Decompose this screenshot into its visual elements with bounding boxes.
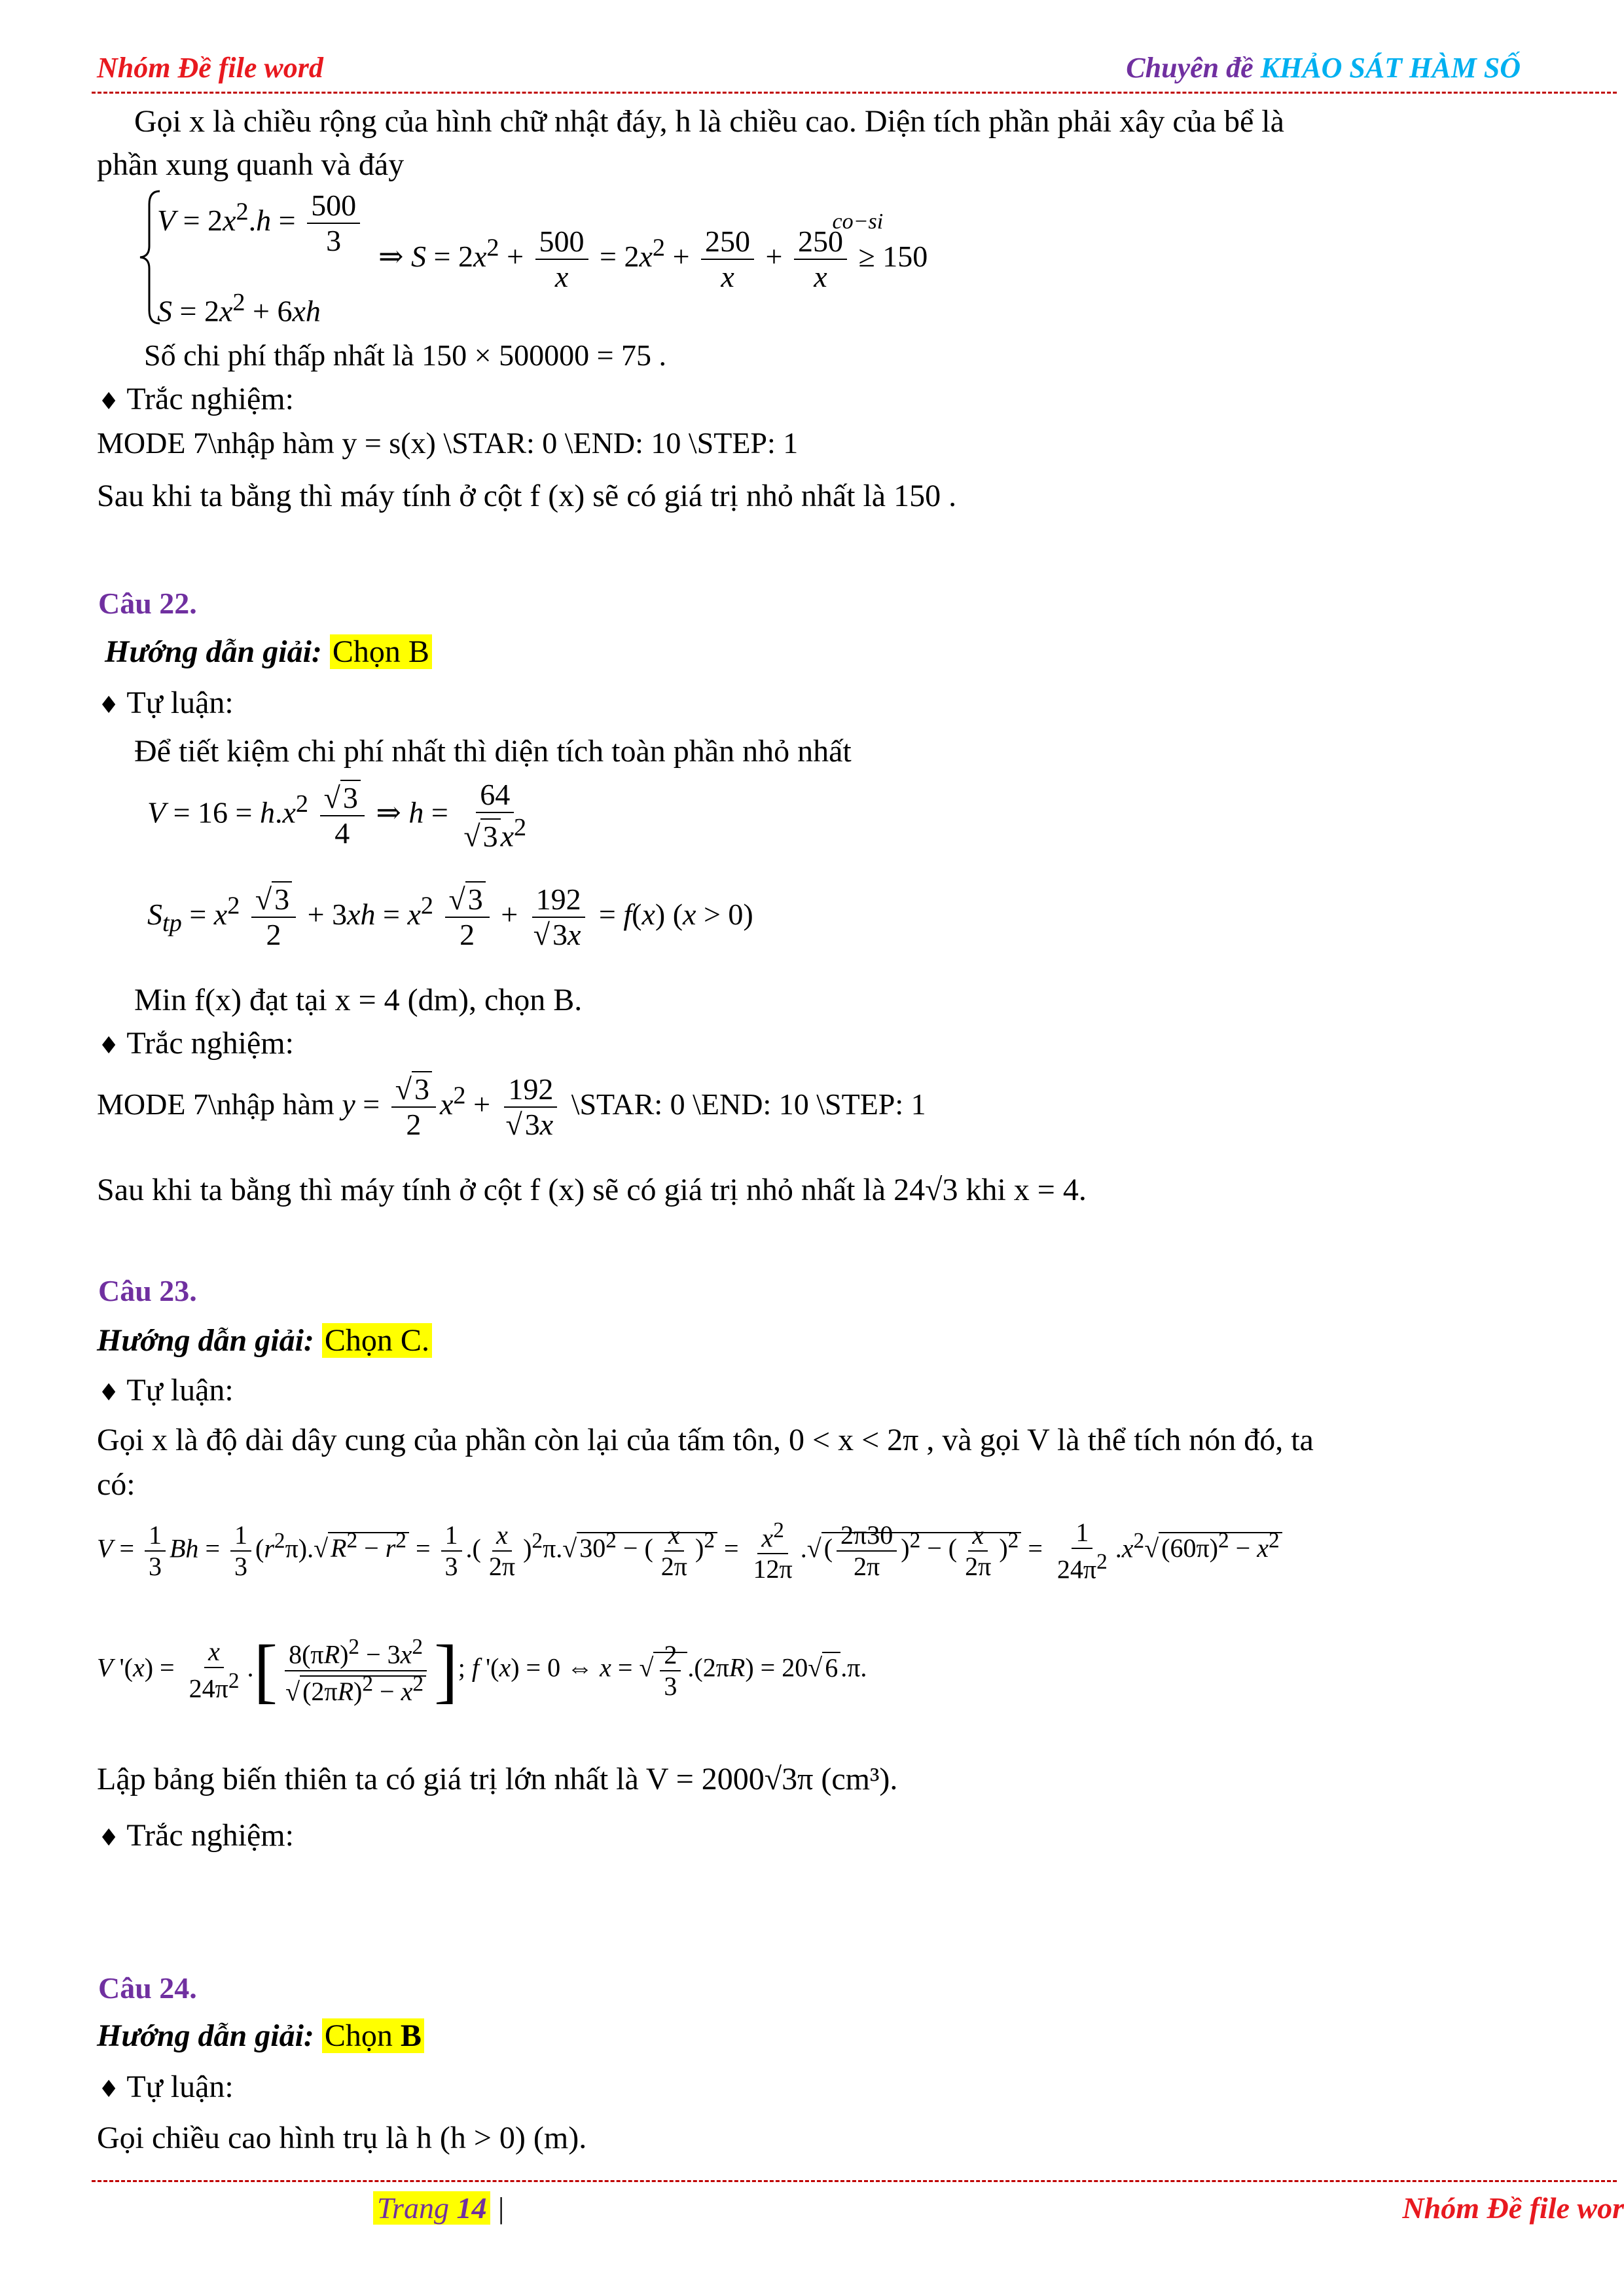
q22-result-line: Sau khi ta bằng thì máy tính ở cột f (x) sẽ có giá trị nhỏ nhất là 24√3 khi x = 4. [97, 1173, 1087, 1207]
q24-text-1: Gọi chiều cao hình trụ là h (h > 0) (m). [97, 2121, 587, 2155]
intro-result-line: Sau khi ta bằng thì máy tính ở cột f (x) sẽ có giá trị nhỏ nhất là 150 . [97, 479, 957, 513]
header-group-name: Nhóm Đề file word [97, 52, 323, 84]
intro-mode-line: MODE 7\nhập hàm y = s(x) \STAR: 0 \END: 10 \STEP: 1 [97, 426, 799, 460]
intro-line-2: phần xung quanh và đáy [97, 147, 405, 182]
q24-guide [97, 2018, 424, 2054]
header-topic-name: KHẢO SÁT HÀM SỐ [1260, 52, 1521, 84]
q24-answer [322, 2018, 424, 2053]
diamond-bullet-icon: ♦ [98, 1032, 120, 1059]
diamond-bullet-icon: ♦ [98, 1825, 120, 1851]
footer-page [373, 2191, 504, 2225]
q22-mode-prefix: MODE 7\nhập hàm [97, 1087, 334, 1121]
q23-text-1: Gọi x là độ dài dây cung của phần còn lại của tấm tôn, 0 < x < 2π , và gọi V là thể tích nón đó, ta [97, 1423, 1314, 1457]
intro-mc-label: Trắc nghiệm: [126, 382, 294, 416]
q22-answer: Chọn B [330, 634, 432, 669]
header-divider [92, 92, 1617, 94]
q22-tl [98, 685, 234, 721]
q22-mc-label: Trắc nghiệm: [126, 1026, 294, 1061]
q24-answer-prefix: Chọn [324, 2018, 393, 2053]
footer-page-number: 14 [456, 2191, 487, 2225]
diamond-bullet-icon: ♦ [98, 388, 120, 415]
q24-answer-letter: B [400, 2018, 422, 2053]
q23-mc-label: Trắc nghiệm: [126, 1818, 294, 1853]
q23-title: Câu 23. [98, 1274, 197, 1307]
diamond-bullet-icon: ♦ [98, 2076, 120, 2103]
q24-tl [98, 2069, 234, 2105]
footer-page-label: Trang 14 [373, 2191, 490, 2225]
equation-area-expansion: ⇒ $S = 2x^2$ + $\frac{500}{x}$ = $2x^2$ + $\frac{250}{x}$ + $\frac{250}{x}$ ≥ co−si 150 [378, 209, 928, 294]
q23-table-line: Lập bảng biến thiên ta có giá trị lớn nhất là V = 2000√3π (cm³). [97, 1762, 898, 1796]
diamond-bullet-icon: ♦ [98, 692, 120, 719]
q22-mode-line: MODE 7\nhập hàm y = $\frac{√3}{2}$ $x^2$ + $\frac{192}{√3x}$ \STAR: 0 \END: 10 \STEP: 1 [97, 1072, 926, 1142]
diamond-bullet-icon: ♦ [98, 1379, 120, 1406]
q22-guide [105, 634, 432, 670]
q23-guide-label: Hướng dẫn giải: [97, 1323, 314, 1358]
q23-tl [98, 1372, 234, 1408]
header-topic [1126, 51, 1521, 84]
q22-mc [98, 1025, 294, 1061]
intro-line-1: Gọi x là chiều rộng của hình chữ nhật đáy, h là chiều cao. Diện tích phần phải xây của bể là [134, 104, 1284, 139]
q23-equation-volume: V = $\frac{1}{3}$ Bh = $\frac{1}{3}$ $(r^2\pi).√$ $R^2 - r^2$ = $\frac{1}{3}$ .( $\frac{x}{2\pi}$ )$^2$π.√ $30^2$ − ( $\frac{x}{2\pi}$ )$^2$ = $\frac{x^2}{12\pi}$ .√ ( $\frac{2\pi 30}{2\pi}$ )$^2$ − ( $\frac{x}{2\pi}$ )$^2$ = $\frac{1}{24\pi^2}$ $.x^2√$ $(60\pi)^2 - x^2$ [97, 1519, 1282, 1583]
q23-guide [97, 1322, 432, 1358]
cost-line: Số chi phí thấp nhất là 150 × 500000 = 75 . [144, 338, 667, 372]
footer-divider [92, 2180, 1617, 2182]
q22-guide-label: Hướng dẫn giải: [105, 634, 322, 669]
q23-tl-label: Tự luận: [126, 1373, 234, 1408]
intro-mc [98, 381, 294, 417]
footer-group-name: Nhóm Đề file wor [1402, 2191, 1624, 2225]
q22-mode-suffix: \STAR: 0 \END: 10 \STEP: 1 [571, 1087, 926, 1121]
q22-text-1: Để tiết kiệm chi phí nhất thì diện tích toàn phần nhỏ nhất [134, 734, 852, 769]
header-topic-prefix: Chuyên đề [1126, 52, 1254, 84]
q22-min-line: Min f(x) đạt tại x = 4 (dm), chọn B. [134, 983, 583, 1017]
footer-separator: | [497, 2191, 505, 2225]
equation-area: $S = 2x^2 + 6xh$ [157, 289, 321, 328]
q22-equation-volume: $V = 16 = h.x^2$ $\frac{√3}{4}$ ⇒ h = $\frac{64}{√3x^2}$ [147, 778, 527, 853]
q23-equation-derivative: V '(x) = $\frac{x}{24\pi^2}$ .[ $\frac{8(\pi R)^2 - 3x^2}{√ (2\pi R)^2 - x^2}$ ]; f '(x) = 0 ⇔ x = √ $\frac{2}{3}$ .(2πR) = 20√ 6 .π. [97, 1630, 867, 1710]
equation-volume: $V = 2x^2.h$ = $\frac{500}{3}$ [157, 190, 364, 257]
q24-title: Câu 24. [98, 1971, 197, 2005]
q23-text-2: có: [97, 1467, 135, 1502]
q23-answer: Chọn C. [322, 1323, 432, 1358]
q24-tl-label: Tự luận: [126, 2069, 234, 2104]
q23-mc [98, 1817, 294, 1853]
q22-tl-label: Tự luận: [126, 685, 234, 720]
q22-equation-area: $S_{tp} = x^2$ $\frac{√3}{2}$ + $3xh = x^2$ $\frac{√3}{2}$ + $\frac{192}{√3x}$ = f(x) (x > 0) [147, 883, 753, 952]
q24-guide-label: Hướng dẫn giải: [97, 2018, 314, 2053]
q22-title: Câu 22. [98, 587, 197, 620]
